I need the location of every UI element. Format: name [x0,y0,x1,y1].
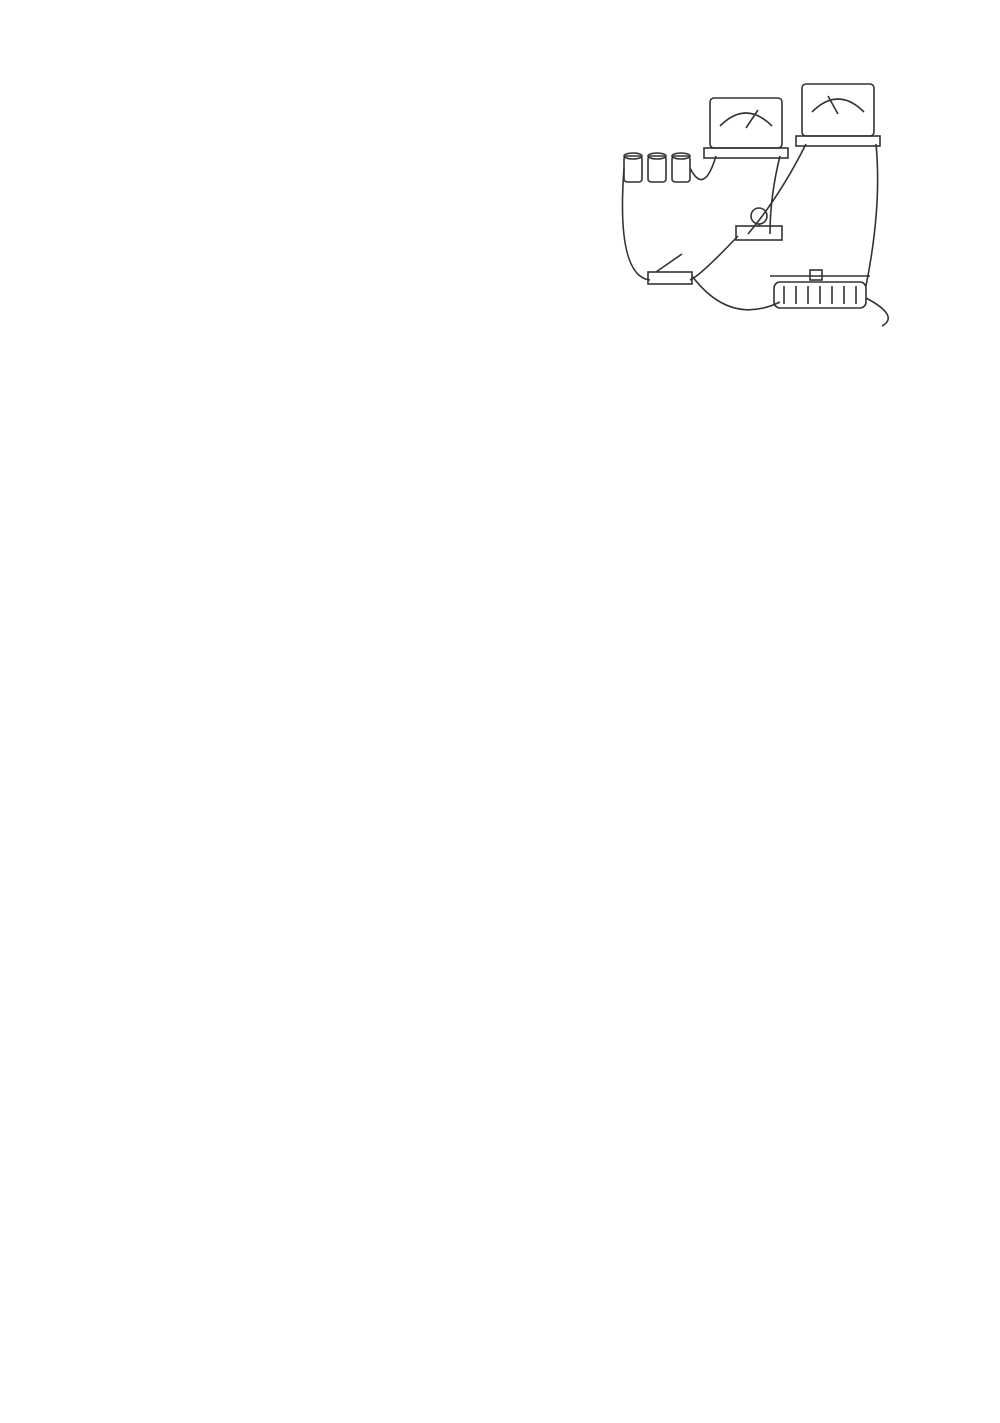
answer-item [48,97,488,126]
wire [690,236,738,280]
circuit-figure [620,76,920,336]
answer-item [48,185,488,214]
rheostat-icon [770,270,870,308]
switch-icon [648,254,692,284]
answer-item [48,68,488,97]
wire [692,276,780,310]
watermark [840,1325,980,1415]
ammeter-icon [704,98,788,158]
battery-icon [624,153,690,182]
bulb-icon [736,208,782,240]
answer-item [48,126,488,155]
wire [622,168,650,280]
voltmeter-icon [796,84,880,146]
wire [690,156,716,180]
answer-item [48,214,488,243]
wire [770,156,780,234]
right-column [516,68,962,345]
left-column [48,68,488,243]
wire [866,144,878,286]
answer-item [48,156,488,185]
wire [866,298,888,326]
